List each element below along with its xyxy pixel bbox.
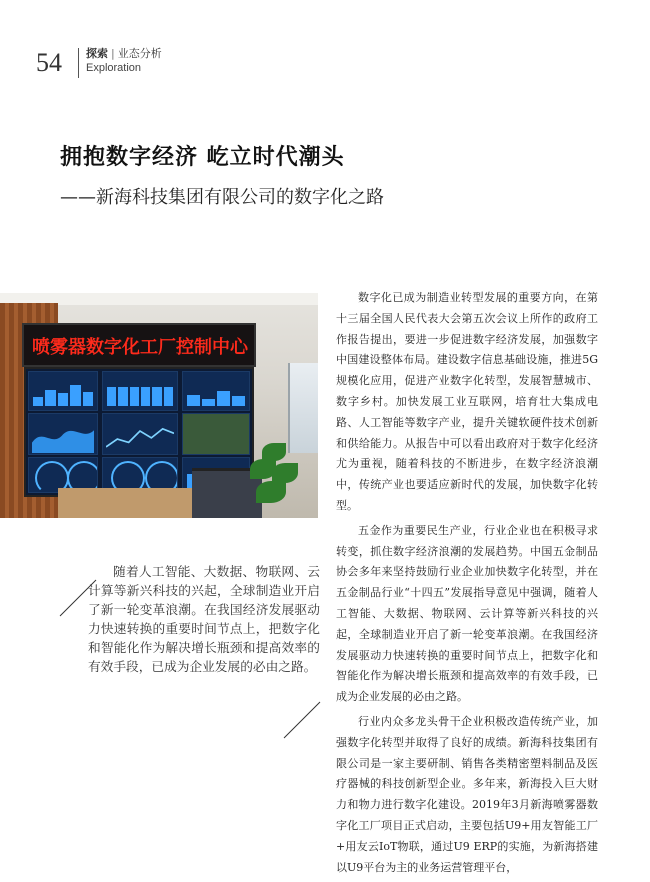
bar-graphic — [187, 383, 245, 406]
line-graphic — [106, 422, 174, 455]
bar-graphic — [33, 383, 93, 406]
section-subname: 业态分析 — [117, 47, 162, 60]
led-sign — [22, 323, 256, 367]
monitor-panel — [102, 413, 178, 455]
monitor-panel — [182, 413, 250, 455]
header-divider — [78, 48, 79, 78]
section-label — [86, 45, 162, 61]
section-name-en: Exploration — [86, 62, 142, 74]
area-graphic — [32, 422, 94, 453]
led-sign-text: 喷雾器数字化工厂控制中心 — [32, 337, 248, 358]
monitor-panel — [28, 413, 98, 455]
body-paragraph: 数字化已成为制造业转型发展的重要方向，在第十三届全国人民代表大会第五次会议上所作的政府工作报告提出，要进一步促进数字经济发展，加强数字中国建设整体布局。建设数字信息基础设施，推进5G规模化应用，促进产业数字化转型，发展智慧城市、数字乡村。加快发展工业互联网，培育壮大集成电路、人工智能等数字产业，提升关键软硬件技术创新和供给能力。从报告中可以看出政府对于数字化经济尤为重视，随着科技的不断进步，在数字经济浪潮中，传统产业也要适应新时代的发展，加快数字化转型。 — [336, 291, 598, 512]
article-title: 拥抱数字经济 屹立时代潮头 — [60, 145, 345, 170]
control-center-photo — [0, 293, 318, 518]
monitor-panel — [102, 371, 178, 411]
section-name: 探索 — [86, 47, 108, 60]
body-paragraph: 行业内众多龙头骨干企业积极改造传统产业，加强数字化转型并取得了良好的成绩。新海科技集团有限公司是一家主要研制、销售各类精密塑料制品及医疗器械的科技创新型企业。多年来，新海投入巨大财力和物力进行数字化建设。2019年3月新海喷雾器数字化工厂项目正式启动，主要包括U9+用友智能工厂+用友云IoT物联，通过U9 ERP的实施，为新海搭建以U9平台为主的业务运营管理平台， — [336, 714, 598, 874]
monitor-panel — [28, 371, 98, 411]
page-number: 54 — [36, 48, 62, 77]
slash-decoration — [282, 700, 322, 740]
plant-graphic — [242, 433, 302, 513]
body-paragraph: 五金作为重要民生产业，行业企业也在积极寻求转变，抓住数字经济浪潮的发展趋势。中国五金制品协会多年来坚持鼓励行业企业加快数字化转型，并在五金制品行业“十四五”发展指导意见中强调，随着人工智能、大数据、物联网、云计算等新兴科技的兴起，全球制造业开启了新一轮变革浪潮。在我国经济发展驱动力快速转换的重要时间节点上，把数字化和智能化作为解决增长瓶颈和提高效率的有效手段，已成为企业发展的必由之路。 — [336, 523, 598, 704]
monitor-panel — [182, 371, 250, 411]
article-subtitle: ——新海科技集团有限公司的数字化之路 — [60, 187, 384, 208]
bar-graphic — [107, 383, 173, 406]
pull-quote: 随着人工智能、大数据、物联网、云计算等新兴科技的兴起，全球制造业开启了新一轮变革浪潮。在我国经济发展驱动力快速转换的重要时间节点上，把数字化和智能化作为解决增长瓶颈和提高效率的有效手段，已成为企业发展的必由之路。 — [88, 564, 320, 674]
body-column — [336, 288, 598, 882]
section-separator: | — [111, 47, 115, 60]
